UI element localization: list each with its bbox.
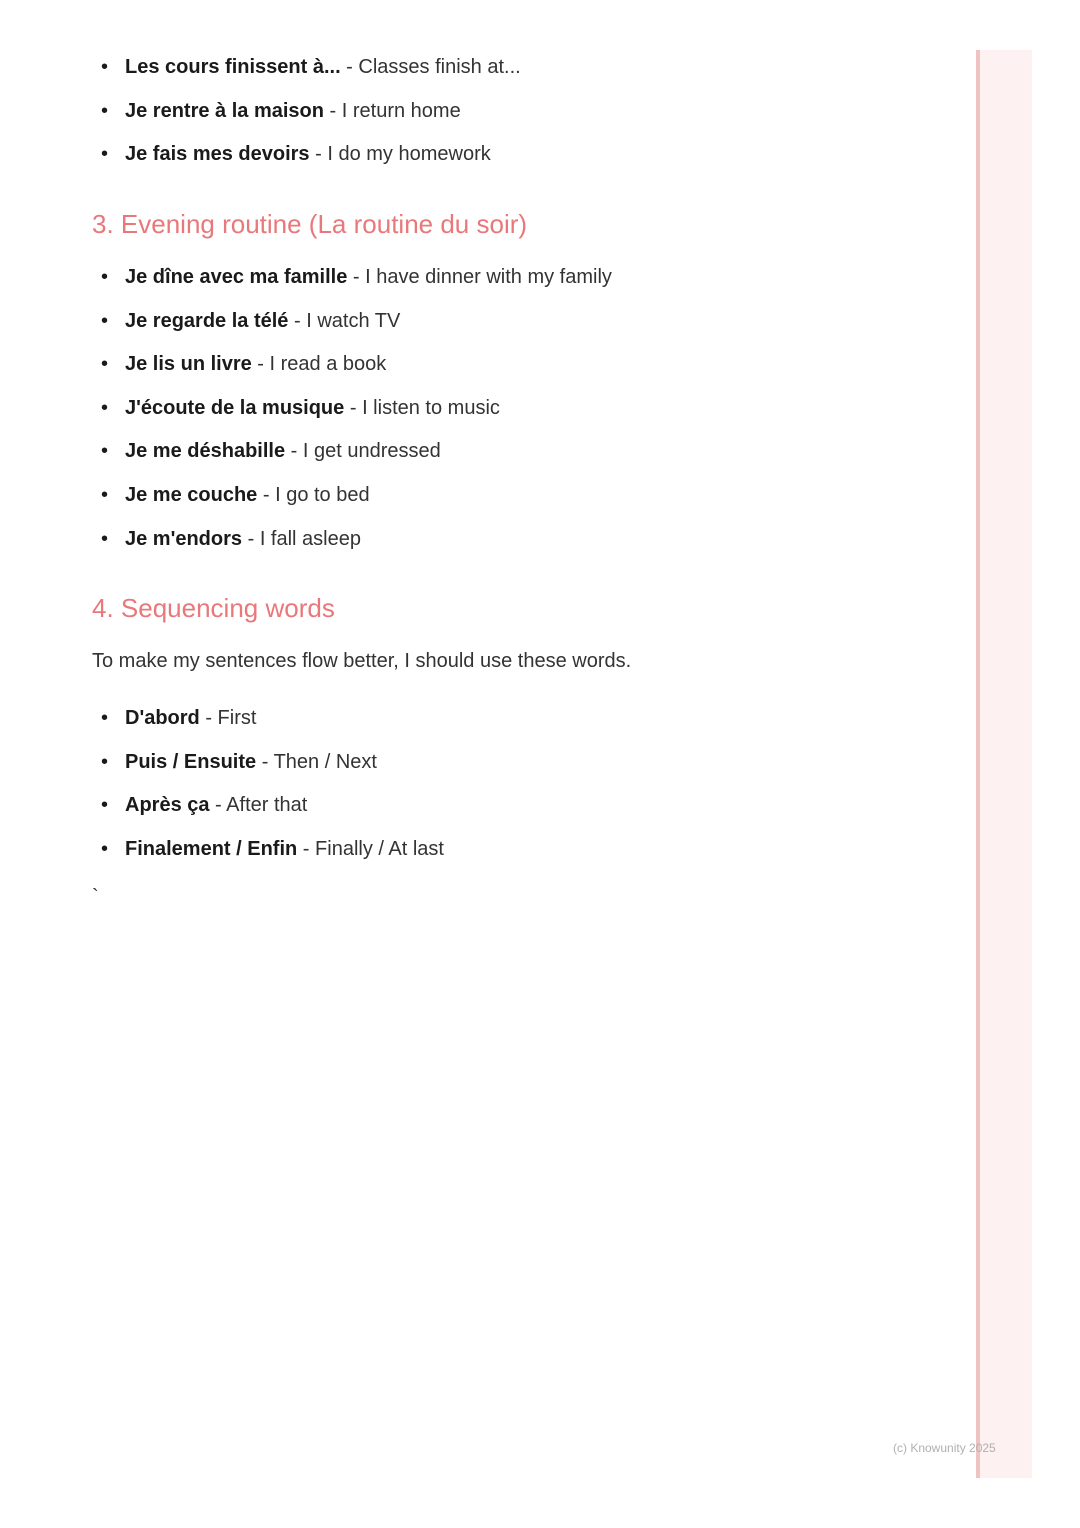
separator: - xyxy=(242,527,260,550)
bullet-icon: • xyxy=(101,794,109,817)
english-translation: I watch TV xyxy=(306,309,401,332)
french-phrase: Les cours finissent à... xyxy=(125,56,341,78)
list-item xyxy=(92,828,444,872)
list-item xyxy=(92,474,612,518)
english-translation: After that xyxy=(226,794,308,817)
french-phrase: Je regarde la télé xyxy=(125,309,289,332)
daily-routine-list xyxy=(92,46,521,177)
list-item xyxy=(92,784,444,828)
margin-line xyxy=(976,50,980,1478)
list-item xyxy=(92,343,612,387)
separator: - xyxy=(323,99,342,122)
french-phrase: D'abord xyxy=(125,707,200,729)
bullet-icon: • xyxy=(101,99,109,122)
section-title-evening: 3. Evening routine (La routine du soir) xyxy=(92,209,528,239)
bullet-icon: • xyxy=(101,750,109,773)
french-phrase: J'écoute de la musique xyxy=(125,396,345,419)
french-phrase: Je m'endors xyxy=(125,527,243,550)
list-item xyxy=(92,300,612,344)
english-translation: I have dinner with my family xyxy=(365,266,612,288)
english-translation: Then / Next xyxy=(273,750,377,773)
english-translation: Classes finish at... xyxy=(358,56,521,78)
sequencing-words-list xyxy=(92,697,444,871)
list-item xyxy=(92,387,612,431)
english-translation: I get undressed xyxy=(302,440,441,463)
separator: - xyxy=(347,266,366,288)
english-translation: First xyxy=(217,707,257,729)
french-phrase: Je me déshabille xyxy=(125,440,286,463)
bullet-icon: • xyxy=(101,56,109,78)
separator: - xyxy=(340,56,359,78)
bullet-icon: • xyxy=(101,837,109,860)
evening-routine-list xyxy=(92,256,612,561)
separator: - xyxy=(309,143,328,166)
separator: - xyxy=(256,750,274,773)
french-phrase: Finalement / Enfin xyxy=(125,837,298,860)
separator: - xyxy=(297,837,316,860)
bullet-icon: • xyxy=(101,440,109,463)
english-translation: I do my homework xyxy=(327,143,491,166)
list-item xyxy=(92,518,612,562)
bullet-icon: • xyxy=(101,353,109,376)
separator: - xyxy=(344,396,363,419)
bullet-icon: • xyxy=(101,396,109,419)
list-item xyxy=(92,46,521,90)
copyright-footer: (c) Knowunity 2025 xyxy=(893,1441,996,1455)
list-item xyxy=(92,256,612,300)
english-translation: I listen to music xyxy=(362,396,500,419)
french-phrase: Je me couche xyxy=(125,483,258,506)
french-phrase: Je rentre à la maison xyxy=(125,99,324,122)
bullet-icon: • xyxy=(101,266,109,288)
english-translation: Finally / At last xyxy=(315,837,444,860)
french-phrase: Puis / Ensuite xyxy=(125,750,257,773)
separator: - xyxy=(288,309,307,332)
english-translation: I return home xyxy=(341,99,461,122)
separator: - xyxy=(209,794,227,817)
french-phrase: Je fais mes devoirs xyxy=(125,143,310,166)
separator: - xyxy=(285,440,303,463)
bullet-icon: • xyxy=(101,483,109,506)
english-translation: I fall asleep xyxy=(259,527,361,550)
list-item xyxy=(92,90,521,134)
list-item xyxy=(92,741,444,785)
french-phrase: Je lis un livre xyxy=(125,353,252,376)
separator: - xyxy=(251,353,270,376)
separator: - xyxy=(199,707,218,729)
list-item xyxy=(92,133,521,177)
english-translation: I read a book xyxy=(269,353,387,376)
bullet-icon: • xyxy=(101,527,109,550)
english-translation: I go to bed xyxy=(275,483,370,506)
french-phrase: Je dîne avec ma famille xyxy=(125,266,348,288)
bullet-icon: • xyxy=(101,707,109,729)
section-title-sequencing: 4. Sequencing words xyxy=(92,593,335,623)
stray-backtick: ` xyxy=(92,886,99,908)
intro-paragraph: To make my sentences flow better, I should use these words. xyxy=(92,650,632,672)
bullet-icon: • xyxy=(101,309,109,332)
list-item xyxy=(92,430,612,474)
separator: - xyxy=(257,483,276,506)
bullet-icon: • xyxy=(101,143,109,166)
list-item xyxy=(92,697,444,741)
french-phrase: Après ça xyxy=(125,794,210,817)
margin-band xyxy=(976,50,1032,1478)
